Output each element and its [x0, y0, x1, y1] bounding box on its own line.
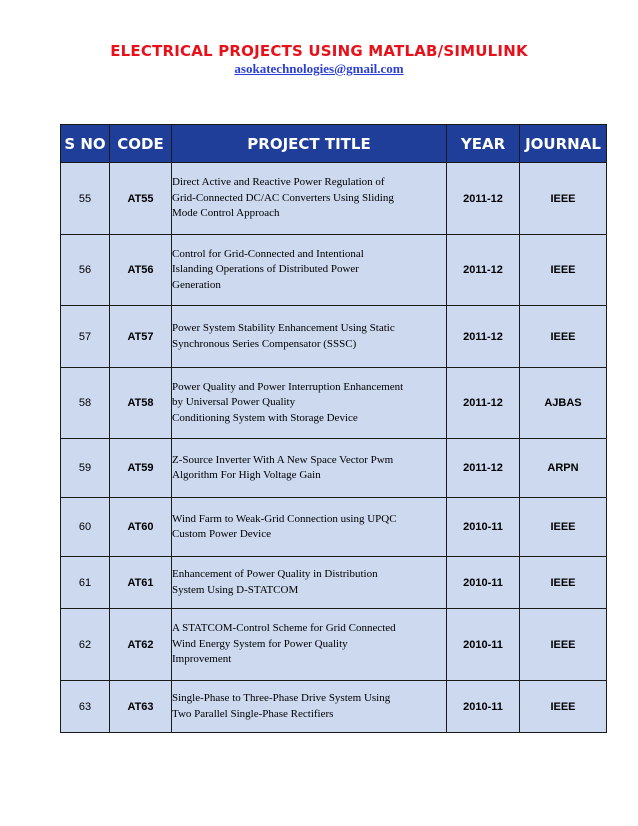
column-header-project-title: PROJECT TITLE: [172, 125, 447, 163]
table-row: [61, 368, 607, 439]
year-cell: 2011-12: [447, 368, 520, 439]
code-cell: AT62: [110, 609, 172, 681]
sno-cell: 59: [61, 439, 110, 498]
column-header-journal: JOURNAL: [520, 125, 607, 163]
table-row: [61, 235, 607, 306]
code-cell: AT61: [110, 557, 172, 609]
code-cell: AT57: [110, 306, 172, 368]
journal-cell: IEEE: [520, 557, 607, 609]
sno-cell: 62: [61, 609, 110, 681]
journal-cell: IEEE: [520, 498, 607, 557]
sno-cell: 60: [61, 498, 110, 557]
year-cell: 2011-12: [447, 163, 520, 235]
year-cell: 2011-12: [447, 235, 520, 306]
title-cell: Z-Source Inverter With A New Space Vector Pwm Algorithm For High Voltage Gain: [172, 439, 447, 498]
code-cell: AT60: [110, 498, 172, 557]
year-cell: 2011-12: [447, 439, 520, 498]
email-link[interactable]: asokatechnologies@gmail.com: [234, 61, 404, 76]
title-cell: A STATCOM-Control Scheme for Grid Connected Wind Energy System for Power Quality Improvement: [172, 609, 447, 681]
sno-cell: 61: [61, 557, 110, 609]
code-cell: AT59: [110, 439, 172, 498]
code-cell: AT55: [110, 163, 172, 235]
title-cell: Direct Active and Reactive Power Regulation of Grid-Connected DC/AC Converters Using Sliding Mode Control Approach: [172, 163, 447, 235]
title-cell: Control for Grid-Connected and Intentional Islanding Operations of Distributed Power Generation: [172, 235, 447, 306]
code-cell: AT58: [110, 368, 172, 439]
table-row: [61, 306, 607, 368]
journal-cell: IEEE: [520, 163, 607, 235]
sno-cell: 56: [61, 235, 110, 306]
journal-cell: IEEE: [520, 681, 607, 733]
table-row: [61, 609, 607, 681]
table-row: [61, 439, 607, 498]
journal-cell: IEEE: [520, 609, 607, 681]
title-cell: Power System Stability Enhancement Using Static Synchronous Series Compensator (SSSC): [172, 306, 447, 368]
sno-cell: 57: [61, 306, 110, 368]
year-cell: 2010-11: [447, 498, 520, 557]
year-cell: 2011-12: [447, 306, 520, 368]
table-header-row: [61, 125, 607, 163]
journal-cell: AJBAS: [520, 368, 607, 439]
projects-table: [60, 124, 607, 733]
table-row: [61, 163, 607, 235]
table-row: [61, 498, 607, 557]
table-row: [61, 557, 607, 609]
title-cell: Wind Farm to Weak-Grid Connection using UPQC Custom Power Device: [172, 498, 447, 557]
journal-cell: IEEE: [520, 235, 607, 306]
title-cell: Single-Phase to Three-Phase Drive System Using Two Parallel Single-Phase Rectifiers: [172, 681, 447, 733]
year-cell: 2010-11: [447, 557, 520, 609]
sno-cell: 55: [61, 163, 110, 235]
year-cell: 2010-11: [447, 681, 520, 733]
document-title: ELECTRICAL PROJECTS USING MATLAB/SIMULINK: [110, 42, 528, 60]
table-row: [61, 681, 607, 733]
sno-cell: 63: [61, 681, 110, 733]
year-cell: 2010-11: [447, 609, 520, 681]
column-header-year: YEAR: [447, 125, 520, 163]
column-header-code: CODE: [110, 125, 172, 163]
journal-cell: ARPN: [520, 439, 607, 498]
journal-cell: IEEE: [520, 306, 607, 368]
title-cell: Power Quality and Power Interruption Enhancement by Universal Power Quality Conditioning System with Storage Device: [172, 368, 447, 439]
column-header-sno: S NO: [61, 125, 110, 163]
title-cell: Enhancement of Power Quality in Distribution System Using D-STATCOM: [172, 557, 447, 609]
code-cell: AT56: [110, 235, 172, 306]
sno-cell: 58: [61, 368, 110, 439]
code-cell: AT63: [110, 681, 172, 733]
